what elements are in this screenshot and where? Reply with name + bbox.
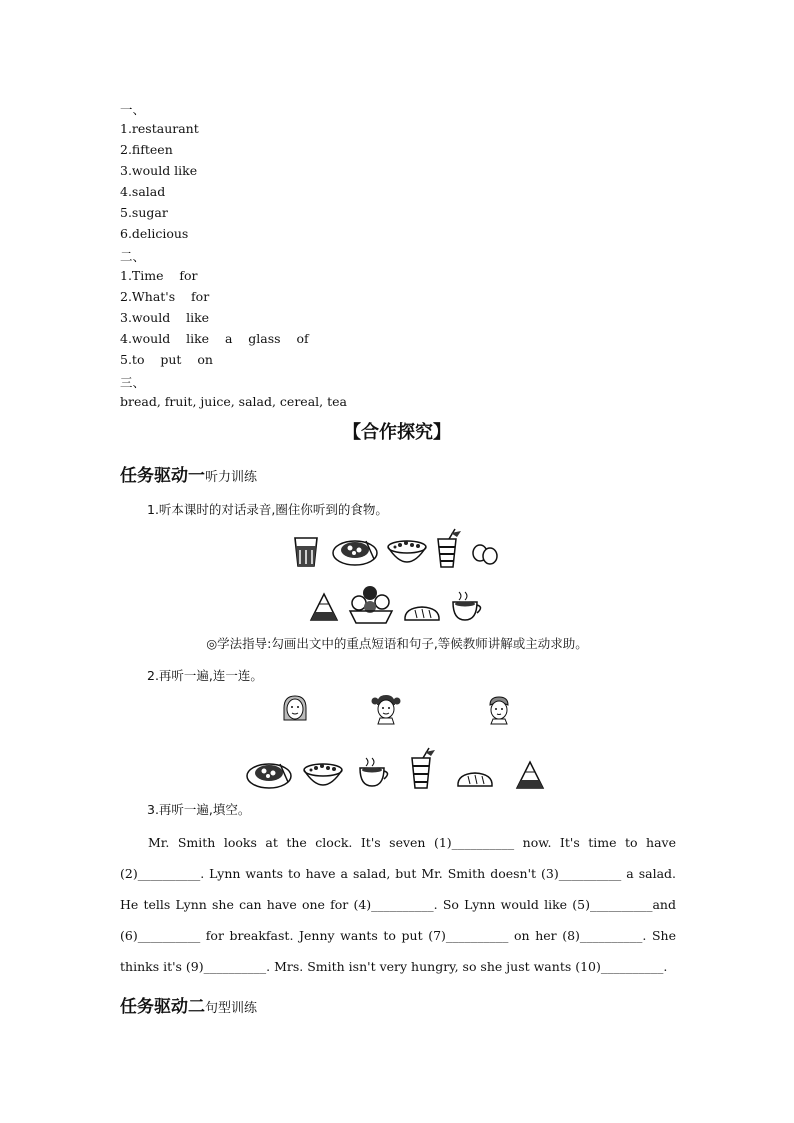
juice-glass-icon	[433, 527, 463, 569]
boy-face-icon	[485, 695, 513, 725]
tea-cup-icon	[356, 756, 392, 790]
answer-item: 1.restaurant	[120, 121, 199, 136]
answer-item: 5.to put on	[120, 352, 213, 367]
salad-plate-icon	[332, 537, 378, 567]
fill-in-paragraph: Mr. Smith looks at the clock. It's seven (1)__________ now. It's time to have (2)__________. Lynn wants to have a salad, but Mr. Smith doesn't (3)__________ a salad. He tells Lynn she can have one for (4)__________. So Lynn would like (5)__________and (6)__________ for breakfast. Jenny wants to put (7)__________ on her (8)__________. She thinks it's (9)__________. Mrs. Smith isn't very hungry, so she just wants (10)__________.	[120, 835, 676, 974]
answer-item: 4.salad	[120, 184, 166, 199]
task1-title-main: 任务驱动一	[120, 466, 205, 486]
tea-cup-icon	[449, 590, 485, 624]
task2-title	[120, 992, 257, 1017]
answer-item: 2.What's for	[120, 289, 210, 304]
answer-item: 6.delicious	[120, 226, 189, 241]
section2-heading: 二、	[120, 249, 146, 264]
bread-icon	[455, 770, 495, 790]
woman-face-icon	[281, 694, 309, 724]
rice-ball-icon	[515, 760, 545, 792]
juice-glass-icon	[407, 746, 437, 790]
question-2: 2.再听一遍,连一连。	[147, 668, 263, 683]
answer-item: 5.sugar	[120, 205, 168, 220]
girl-face-icon	[371, 693, 401, 725]
answer-item: 2.fifteen	[120, 142, 173, 157]
cereal-bowl-icon	[386, 537, 428, 567]
eggs-icon	[471, 542, 499, 566]
rice-ball-icon	[309, 592, 339, 624]
question-3: 3.再听一遍,填空。	[147, 802, 251, 817]
fruit-basket-icon	[348, 583, 394, 625]
milk-glass-icon	[293, 536, 319, 568]
task2-title-sub: 句型训练	[205, 1001, 258, 1016]
task2-title-main: 任务驱动二	[120, 997, 205, 1017]
salad-plate-icon	[246, 760, 292, 790]
section3-text: bread, fruit, juice, salad, cereal, tea	[120, 394, 347, 409]
answer-item: 1.Time for	[120, 268, 198, 283]
section3-heading: 三、	[120, 375, 146, 390]
task1-title-sub: 听力训练	[205, 470, 258, 485]
answer-item: 4.would like a glass of	[120, 331, 309, 346]
answer-item: 3.would like	[120, 163, 198, 178]
cooperative-title: 【合作探究】	[343, 422, 451, 443]
cereal-bowl-icon	[302, 760, 344, 790]
answer-item: 3.would like	[120, 310, 210, 325]
task1-title	[120, 461, 257, 486]
section1-heading: 一、	[120, 102, 146, 117]
question-1: 1.听本课时的对话录音,圈住你听到的食物。	[147, 502, 388, 517]
bread-icon	[402, 604, 442, 624]
study-tip: ◎学法指导:勾画出文中的重点短语和句子,等候教师讲解或主动求助。	[206, 636, 588, 651]
